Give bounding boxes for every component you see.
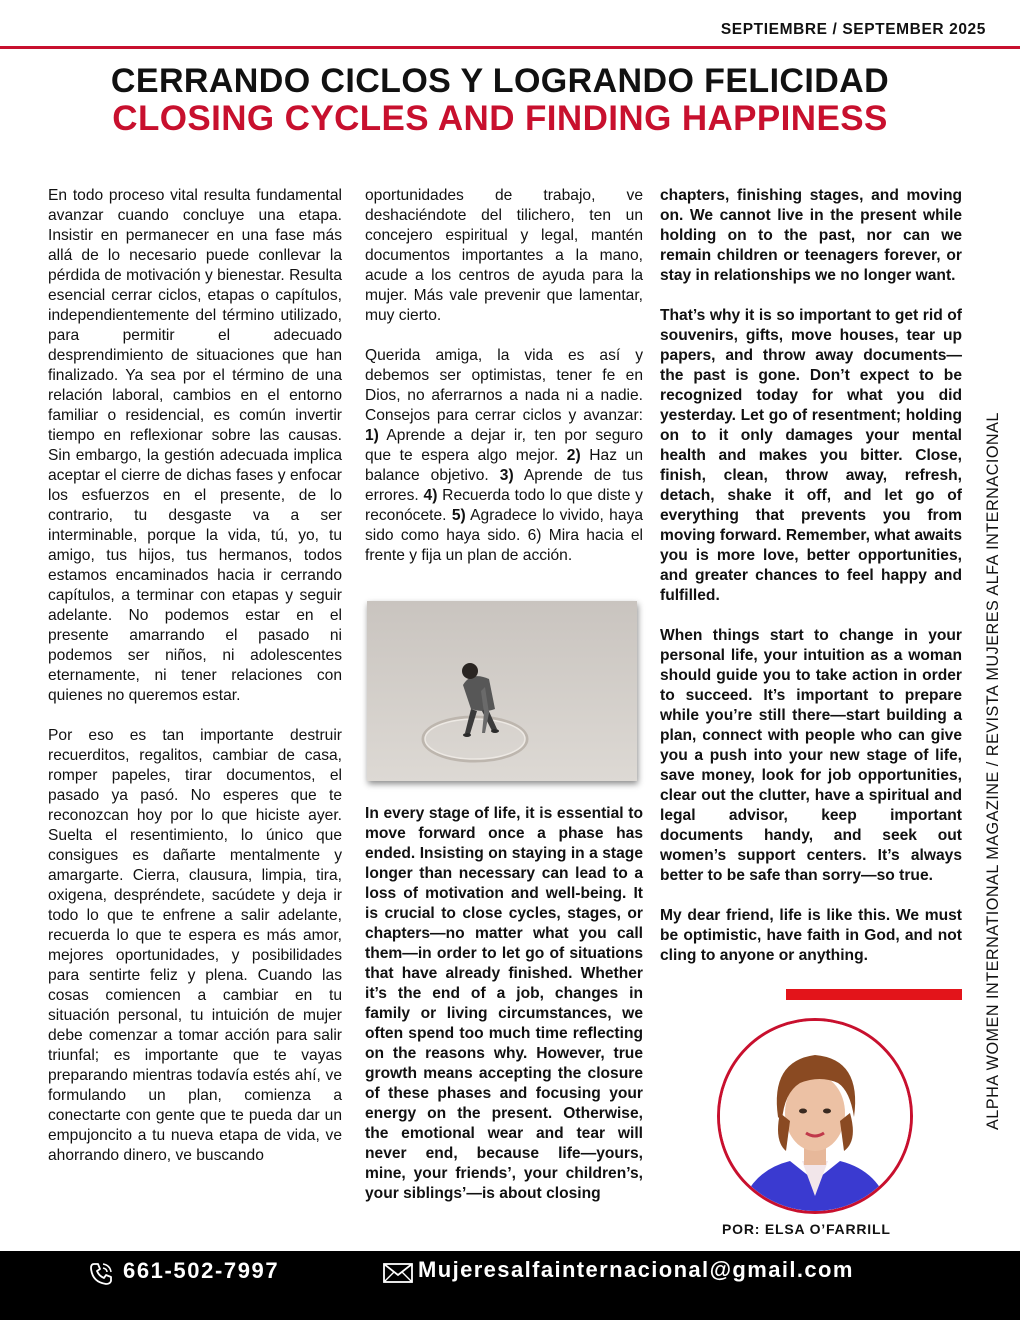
col3-paragraph-3: When things start to change in your personal life, your intuition as a woman should guide you to take action in order to succeed. It’s important to prepare while you’re still there—start building a plan, connect with people who can give you a push into your new stage of life, save money, look for job opportunities, clear out the clutter, have a spiritual and legal advisor, keep important documents handy, and seek out women’s support centers. It’s always better to be safe than sorry—so true. [660, 627, 962, 884]
issue-date: SEPTIEMBRE / SEPTEMBER 2025 [720, 21, 986, 38]
column-2-spanish [365, 186, 643, 586]
col2-paragraph-2 [365, 346, 643, 566]
envelope-icon [383, 1263, 413, 1288]
phone-icon [88, 1261, 114, 1292]
col1-paragraph-1: En todo proceso vital resulta fundamental avanzar cuando concluye una etapa. Insistir en permanecer en una fase más allá de lo necesario puede conllevar la pérdida de motivación y bienestar. Resulta esencial cerrar ciclos, etapas o capítulos, independientemente del término utilizado, para permitir el adecuado desprendimiento de situaciones que han finalizado. Ya sea por el término de una relación laboral, cambios en el entorno familiar o residencial, es común invertir tiempo en reflexionar sobre las causas. Sin embargo, la gestión adecuada implica aceptar el cierre de dichas fases y enfocar los esfuerzos en el presente, de lo contrario, tu desgaste va a ser interminable, porque la vida, tú, yo, tu amigo, tus hijos, tus hermanos, todos estamos encaminados hacia ir cerrando capítulos, a terminar con etapas y seguir adelante. No podemos estar en el presente amarrando el pasado ni podemos ser niños, ni adolescentes eternamente, ni tener relaciones con quienes no queremos estar. [48, 187, 342, 704]
column-1 [48, 186, 342, 1186]
tip-3-number: 3) [499, 467, 514, 484]
tip-3: Aprende de tus errores. [365, 467, 643, 504]
tip-1: Aprende a dejar ir, ten por seguro que te espera algo mejor. [365, 427, 643, 464]
col2-paragraph-1: oportunidades de trabajo, ve deshaciéndote del tilichero, ten un concejero espiritual y legal, mantén documentos importantes a la mano, acude a los centros de ayuda para la mujer. Más vale prevenir que lamentar, muy cierto. [365, 187, 643, 324]
col2-english-paragraph: In every stage of life, it is essential to move forward once a phase has ended. Insisting on staying in a stage longer than necessary can lead to a loss of motivation and well-being. It is crucial to close cycles, stages, or chapters—no matter what you call them—in order to let go of situations that have already finished. Whether it’s the end of a job, changes in family or living circumstances, we often spend too much time reflecting on the reasons why. However, true growth means accepting the closure of these phases and focusing your energy on the present. Otherwise, the emotional wear and tear will never end, because life—yours, mine, your friends’, your children’s, your siblings’—is about closing [365, 805, 643, 1202]
tip-6: 6) Mira hacia el frente y fija un plan de acción. [365, 527, 643, 564]
tip-4-number: 4) [423, 487, 438, 504]
magazine-name-vertical: ALPHA WOMEN INTERNATIONAL MAGAZINE / REVISTA MUJERES ALFA INTERNACIONAL [984, 412, 1002, 1130]
contact-email[interactable]: Mujeresalfainternacional@gmail.com [418, 1257, 854, 1282]
title-english: CLOSING CYCLES AND FINDING HAPPINESS [112, 99, 888, 138]
col3-paragraph-2: That’s why it is so important to get rid of souvenirs, gifts, move houses, tear up papers, and throw away documents—the past is gone. Don’t expect to be recognized today for what you did yesterday. Let go of resentment; holding on to it only damages your mental health and makes you bitter. Close, finish, clean, throw away, refresh, detach, shake it off, and let go of everything that prevents you from moving forward. Remember, what awaits you is more love, better opportunities, and greater chances to feel happy and fulfilled. [660, 307, 962, 604]
tip-5-number: 5) [451, 507, 466, 524]
title-spanish: CERRANDO CICLOS Y LOGRANDO FELICIDAD [110, 62, 890, 100]
contact-phone[interactable]: 661-502-7997 [123, 1258, 280, 1283]
author-byline: POR: ELSA O’FARRILL [722, 1221, 891, 1237]
accent-bar [786, 989, 962, 1000]
article-photo [367, 601, 637, 781]
col1-paragraph-2: Por eso es tan importante destruir recuerditos, regalitos, cambiar de casa, romper papeles, tirar documentos, el pasado ya pasó. No esperes que te reconozcan hoy por lo que hiciste ayer. Suelta el resentimiento, lo único que consigues es dañarte mentalmente y amargarte. Cierra, clausura, limpia, tira, oxigena, despréndete, sacúdete y deja ir todo lo que te enfrene a salir adelante, recuerda lo que te espera es más amor, mejores oportunidades, y posibilidades para sentirte feliz y plena. Cuando las cosas comiencen a cambiar en tu situación personal, tu intuición de mujer debe comenzar a tomar acción para salir triunfal; es importante que te vayas preparando mientras todavía estés ahí, ve formulando un plan, comienza a conectarte con gente que te pueda dar un empujoncito a tu nueva etapa de vida, ve ahorrando dinero, ve buscando [48, 727, 342, 1164]
tip-4: Recuerda todo lo que diste y reconócete. [365, 487, 643, 524]
author-portrait [717, 1018, 913, 1214]
tip-2-number: 2) [566, 447, 581, 464]
tip-2: Haz un balance objetivo. [365, 447, 644, 484]
header-divider [0, 46, 1020, 49]
column-2-english [365, 804, 643, 1224]
tip-1-number: 1) [365, 427, 379, 444]
column-3 [660, 186, 962, 986]
tip-5: Agradece lo vivido, haya sido como haya sido. [365, 507, 643, 544]
col3-paragraph-4: My dear friend, life is like this. We must be optimistic, have faith in God, and not cling to anyone or anything. [660, 907, 962, 964]
col3-paragraph-1: chapters, finishing stages, and moving on. We cannot live in the present while holding on to the past, nor can we remain children or teenagers forever, or stay in relationships we no longer want. [660, 187, 962, 284]
tips-intro: Querida amiga, la vida es así y debemos ser optimistas, tener fe en Dios, no aferrarnos a nada ni a nadie. Consejos para cerrar ciclos y avanzar: [365, 347, 643, 424]
